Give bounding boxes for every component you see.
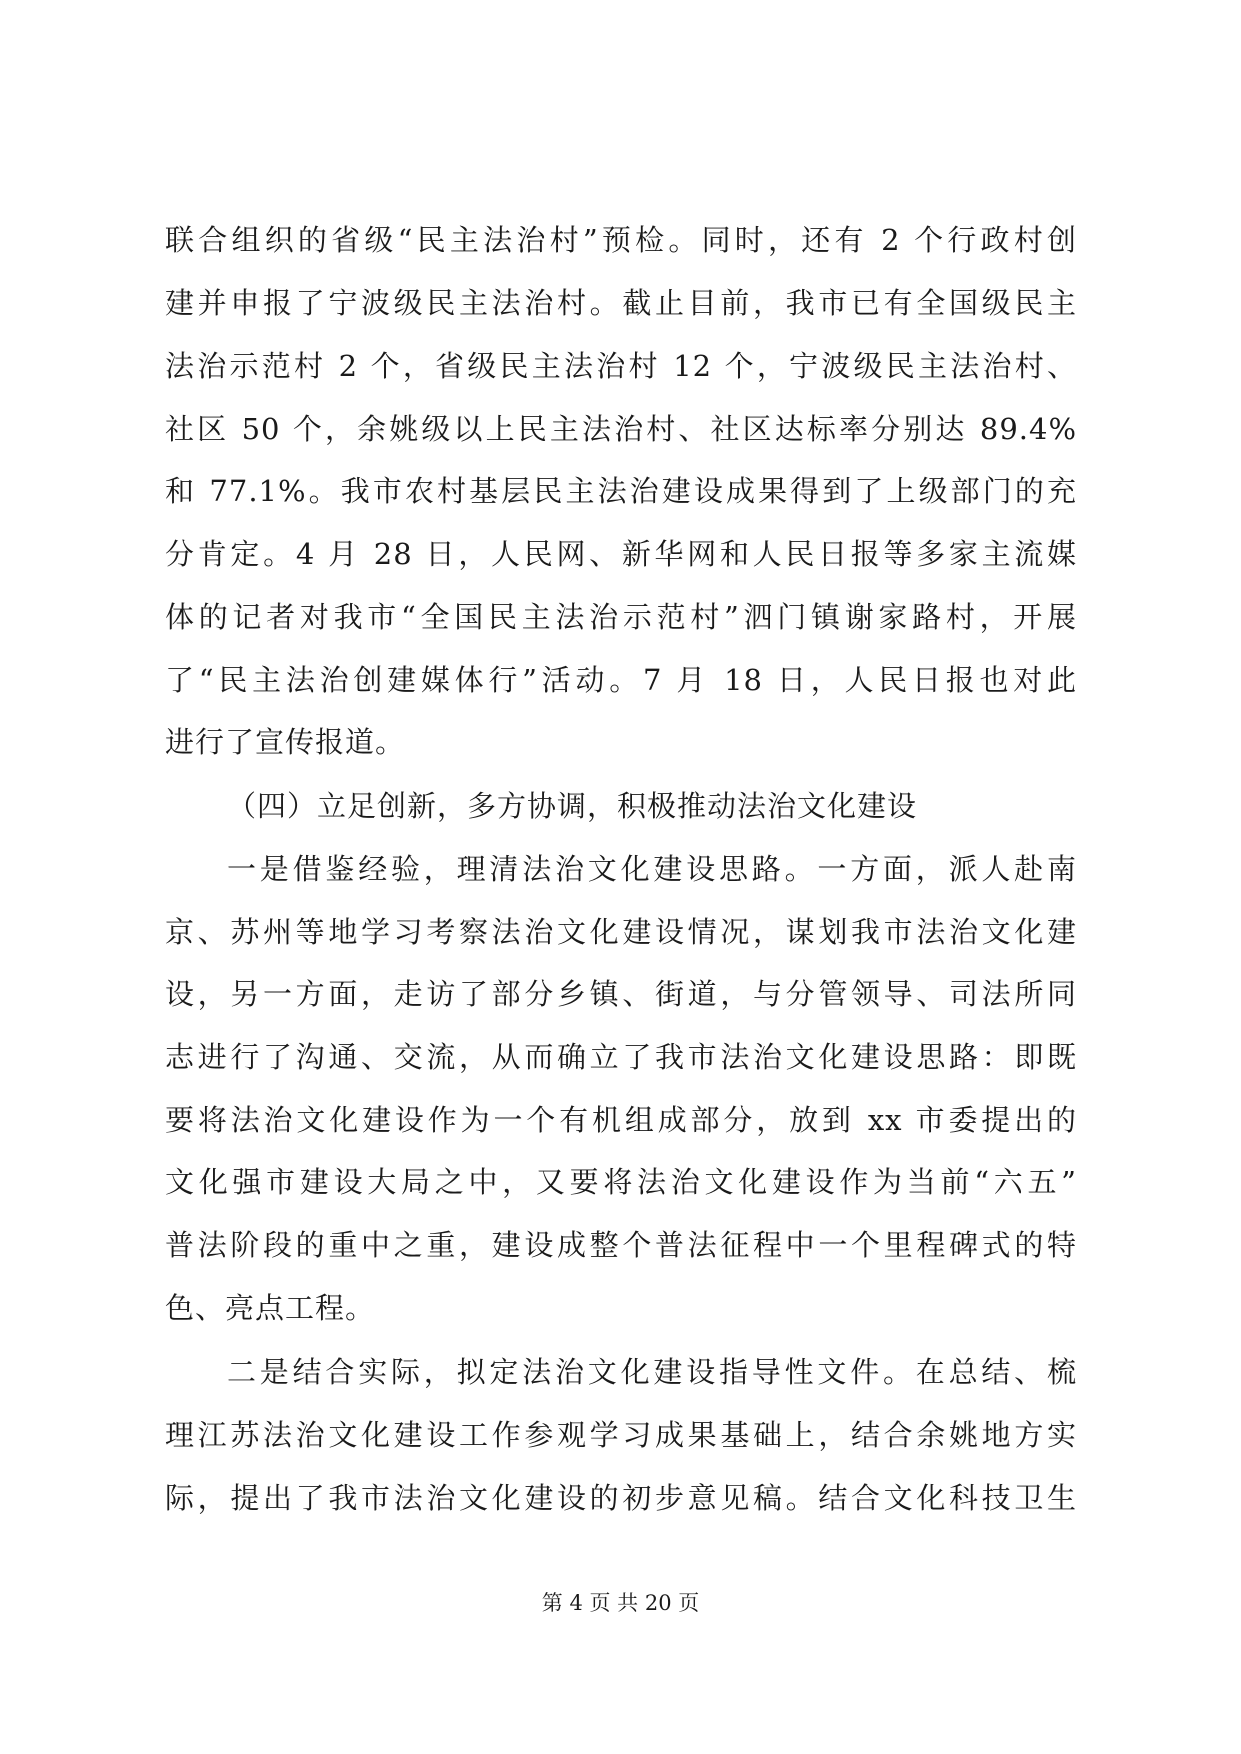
text-line: 法治示范村 2 个，省级民主法治村 12 个，宁波级民主法治村、 bbox=[165, 349, 1077, 383]
text-line: 进行了宣传报道。 bbox=[165, 725, 406, 759]
text-line: 联合组织的省级“民主法治村”预检。同时，还有 2 个行政村创 bbox=[165, 223, 1077, 257]
text-line: 理江苏法治文化建设工作参观学习成果基础上，结合余姚地方实 bbox=[165, 1418, 1077, 1452]
text-line: 体的记者对我市“全国民主法治示范村”泗门镇谢家路村，开展 bbox=[165, 600, 1077, 634]
text-line: （四）立足创新，多方协调，积极推动法治文化建设 bbox=[227, 789, 918, 823]
text-line: 文化强市建设大局之中，又要将法治文化建设作为当前“六五” bbox=[165, 1165, 1077, 1199]
text-line: 和 77.1%。我市农村基层民主法治建设成果得到了上级部门的充 bbox=[165, 474, 1077, 508]
text-line: 普法阶段的重中之重，建设成整个普法征程中一个里程碑式的特 bbox=[165, 1228, 1077, 1262]
text-line: 建并申报了宁波级民主法治村。截止目前，我市已有全国级民主 bbox=[165, 286, 1077, 320]
text-line: 际，提出了我市法治文化建设的初步意见稿。结合文化科技卫生 bbox=[165, 1481, 1077, 1515]
text-line: 分肯定。4 月 28 日，人民网、新华网和人民日报等多家主流媒 bbox=[165, 537, 1077, 571]
text-line: 志进行了沟通、交流，从而确立了我市法治文化建设思路：即既 bbox=[165, 1040, 1077, 1074]
text-line: 京、苏州等地学习考察法治文化建设情况，谋划我市法治文化建 bbox=[165, 915, 1077, 949]
text-line: 设，另一方面，走访了部分乡镇、街道，与分管领导、司法所同 bbox=[165, 977, 1077, 1011]
text-line: 了“民主法治创建媒体行”活动。7 月 18 日，人民日报也对此 bbox=[165, 663, 1077, 697]
text-line: 色、亮点工程。 bbox=[165, 1291, 376, 1325]
page-footer: 第 4 页 共 20 页 bbox=[541, 1591, 700, 1615]
text-line: 一是借鉴经验，理清法治文化建设思路。一方面，派人赴南 bbox=[227, 852, 1077, 886]
text-line: 社区 50 个，余姚级以上民主法治村、社区达标率分别达 89.4% bbox=[165, 412, 1077, 446]
text-line: 要将法治文化建设作为一个有机组成部分，放到 xx 市委提出的 bbox=[165, 1103, 1077, 1137]
text-line: 二是结合实际，拟定法治文化建设指导性文件。在总结、梳 bbox=[227, 1355, 1077, 1389]
